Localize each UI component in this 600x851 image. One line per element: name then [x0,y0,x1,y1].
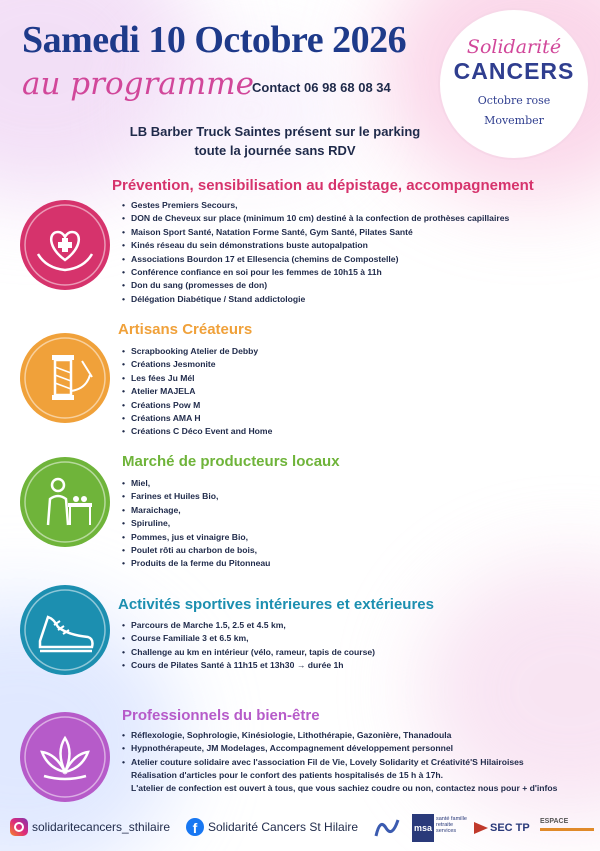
section-title-artisans: Artisans Créateurs [118,321,253,338]
sectp-text: SEC TP [490,822,530,834]
list-item: • Créations Pow M [122,399,272,412]
msa-tagline: santé famille retraite services [436,816,467,834]
thread-spool-icon [18,331,112,425]
sponsor-logo-espace [540,814,596,842]
list-item: • Les fées Ju Mél [122,372,272,385]
list-item: • Créations AMA H [122,412,272,425]
list-item: • Poulet rôti au charbon de bois, [122,544,270,557]
list-item: • Kinés réseau du sein démonstrations buste autopalpation [122,239,509,252]
list-item: • Délégation Diabétique / Stand addictologie [122,293,509,306]
intro-line-1: LB Barber Truck Saintes présent sur le parking [129,124,421,139]
intro-line-2: toute la journée sans RDV [194,143,356,158]
logo-line-movember: Movember [484,114,544,127]
list-producteurs [122,477,270,571]
logo-top-text: Solidarité [466,36,562,58]
section-title-sport: Activités sportives intérieures et extérieures [118,596,434,613]
footer [0,808,600,848]
list-item: • Atelier MAJELA [122,385,272,398]
list-item: • Pommes, jus et vinaigre Bio, [122,531,270,544]
list-item: • Farines et Huiles Bio, [122,490,270,503]
section-title-prevention: Prévention, sensibilisation au dépistage, accompagnement [112,177,534,194]
page-title: Samedi 10 Octobre 2026 [22,19,407,61]
list-item: • DON de Cheveux sur place (minimum 10 cm) destiné à la confection de prothèses capillaires [122,212,509,225]
list-item: • Course Familiale 3 et 6.5 km, [122,632,375,645]
bien-etre-extra [131,769,557,796]
sponsor-logo-1 [372,814,402,842]
list-item: • Cours de Pilates Santé à 11h15 et 13h30 → durée 1h [122,659,375,672]
lotus-icon [18,710,112,804]
logo-line-octobre: Octobre rose [477,94,551,107]
intro-text [110,122,440,160]
list-item: • Maison Sport Santé, Natation Forme Santé, Gym Santé, Pilates Santé [122,226,509,239]
section-title-bien-etre: Professionnels du bien-être [122,707,320,724]
list-item: • Scrapbooking Atelier de Debby [122,345,272,358]
instagram-handle[interactable]: solidaritecancers_sthilaire [32,820,171,834]
solidarite-cancers-logo [440,10,588,158]
list-item: • Réflexologie, Sophrologie, Kinésiologie, Lithothérapie, Gazonière, Thanadoula [122,729,524,742]
instagram-icon[interactable] [10,818,28,836]
facebook-page[interactable]: Solidarité Cancers St Hilaire [208,820,359,834]
list-item: • Créations Jesmonite [122,358,272,371]
list-item: • Parcours de Marche 1.5, 2.5 et 4.5 km, [122,619,375,632]
list-item: • Spiruline, [122,517,270,530]
contact-phone: Contact 06 98 68 08 34 [252,80,391,95]
sponsor-logo-msa [412,814,472,842]
list-item: • Challenge au km en intérieur (vélo, rameur, tapis de course) [122,646,375,659]
logo-main-text: CANCERS [453,58,575,84]
list-item: • Atelier couture solidaire avec l'association Fil de Vie, Lovely Solidarity et Créativité'S Hilairoises [122,756,524,769]
list-sport [122,619,375,673]
msa-box: msa [412,814,434,842]
list-item: • Gestes Premiers Secours, [122,199,509,212]
list-prevention [122,199,509,306]
list-item: • Conférence confiance en soi pour les femmes de 10h15 à 11h [122,266,509,279]
market-vendor-icon [18,455,112,549]
list-artisans [122,345,272,439]
list-item: • Maraichage, [122,504,270,517]
list-item: • Associations Bourdon 17 et Ellesencia (chemins de Compostelle) [122,253,509,266]
list-bien-etre [122,729,524,769]
sneaker-icon [18,583,112,677]
bien-etre-extra-line-1: Réalisation d'articles pour le confort des patients hospitalisés de 15 h à 17h. [131,770,443,780]
list-item: • Don du sang (promesses de don) [122,279,509,292]
page-subtitle: au programme [22,66,254,102]
list-item: • Produits de la ferme du Pitonneau [122,557,270,570]
list-item: • Miel, [122,477,270,490]
heart-hands-icon [18,198,112,292]
sponsor-logo-sectp [474,814,534,842]
section-title-producteurs: Marché de producteurs locaux [122,453,340,470]
list-item: • Créations C Déco Event and Home [122,425,272,438]
list-item: • Hypnothérapeute, JM Modelages, Accompagnement développement personnel [122,742,524,755]
espace-text: ESPACE [540,818,569,825]
facebook-icon[interactable]: f [186,818,204,836]
bien-etre-extra-line-2: L'atelier de confection est ouvert à tous, que vous sachiez coudre ou non, contactez nous pour + d'infos [131,783,558,794]
